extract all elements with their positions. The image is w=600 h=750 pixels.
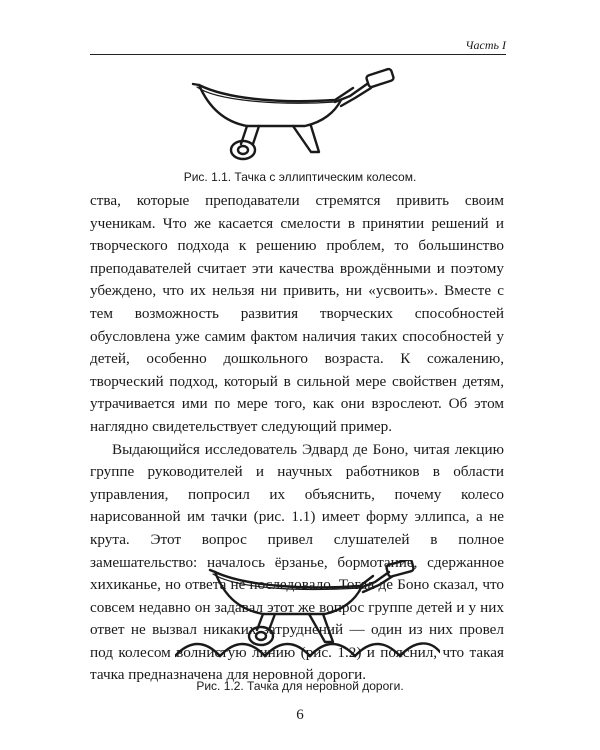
paragraph-2: Выдающийся исследователь Эдвард де Боно, читая лекцию группе руководителей и научных работников в области управления, попросил их объяснить, почему колесо нарисованной им тачки (рис. 1.1) имеет форму эллипса, а не крута. Этот вопрос привел слушателей в полное замешательство: началось ёрзанье, бормотание, сдержанное хихиканье, но ответа не последовало. Тогда де Боно сказал, что совсем недавно он задавал этот же вопрос группе детей и у них ответ не вызвал никаких затруднений — один из них провел под колесом волнистую линию (рис. 1.2) и пояснил, что такая тачка предназначена для неровной дороги. xyxy=(90,440,504,684)
paragraph-1: ства, которые преподаватели стремятся привить своим ученикам. Что же касается смелости в принятии решений и творческого подхода к решению проблем, то большинство преподавателей считает эти качества врождёнными и поэтому убеждено, что их нельзя ни привить, ни «усвоить». Вместе с тем возможность развития творческих способностей обусловлена уже самим фактом наличия таких способностей у детей, особенно дошкольного возраста. К сожалению, творческий подход, который в сильной мере свойствен детям, утрачивается ими по мере того, как они взрослеют. Об этом наглядно свидетельствует следующий пример. xyxy=(90,192,504,435)
wavy-road-line xyxy=(175,643,440,656)
figure-1-caption: Рис. 1.1. Тачка с эллиптическим колесом. xyxy=(183,170,417,184)
page-number: 6 xyxy=(296,707,304,723)
header-rule xyxy=(90,54,506,55)
running-head: Часть I xyxy=(465,38,506,52)
figure-2-caption: Рис. 1.2. Тачка для неровной дороги. xyxy=(196,679,404,693)
wheelbarrow-wavy-road-figure xyxy=(175,560,440,670)
wheelbarrow-elliptic-figure xyxy=(185,60,415,165)
